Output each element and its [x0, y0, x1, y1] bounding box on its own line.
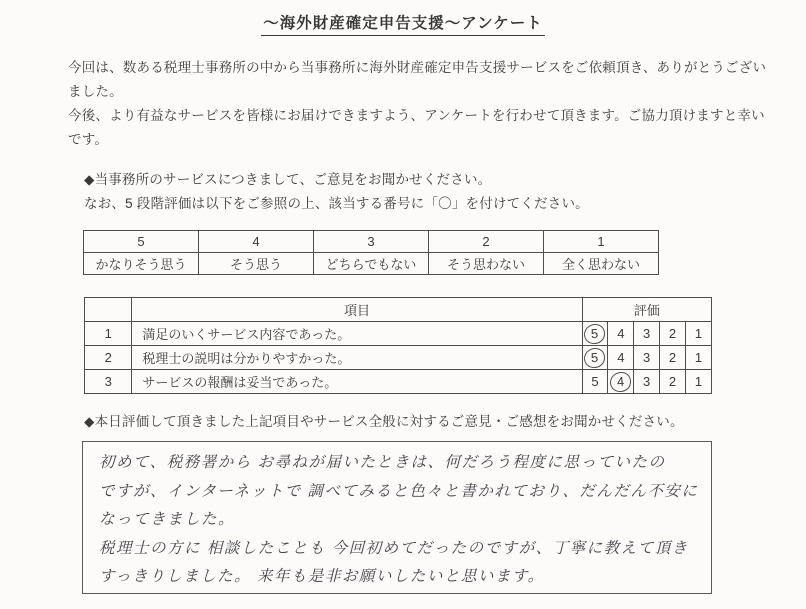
intro-paragraph-1: 今回は、数ある税理士事務所の中から当事務所に海外財産確定申告支援サービスをご依頼頂き、ありがとうございました。	[68, 60, 767, 99]
rating-value: 4	[608, 346, 634, 370]
rating-table	[84, 297, 712, 394]
intro-text	[68, 56, 768, 152]
rating-value: 2	[660, 346, 686, 370]
rating-value: 3	[634, 370, 660, 394]
page-title: ～海外財産確定申告支援～アンケート	[0, 11, 806, 33]
rating-header-item: 項目	[132, 298, 582, 322]
row-number: 2	[85, 346, 132, 370]
handwritten-line: 税理士の方に 相談したことも 今回初めてだったのですが、丁寧に教えて頂き	[99, 539, 689, 557]
rating-header-row	[85, 298, 712, 322]
section1-note: なお、5 段階評価は以下をご参照の上、該当する番号に「〇」を付けてください。	[84, 196, 589, 211]
rating-value: 1	[685, 370, 711, 394]
row-number: 3	[85, 370, 132, 394]
rating-value	[582, 322, 608, 346]
handwritten-line: ですが、インターネットで 調べてみると色々と書かれており、だんだん不安に	[99, 482, 699, 500]
rating-value	[608, 370, 634, 394]
rating-header-blank	[85, 298, 132, 322]
rating-value: 4	[608, 322, 634, 346]
rating-value	[582, 346, 608, 370]
scale-number: 2	[429, 231, 544, 253]
scale-number: 3	[314, 231, 429, 253]
scale-label: そう思う	[199, 253, 314, 275]
scale-number: 5	[84, 231, 199, 253]
rating-value: 3	[634, 346, 660, 370]
scale-label: 全く思わない	[544, 253, 659, 275]
table-row	[85, 370, 712, 394]
rating-value: 2	[660, 322, 686, 346]
row-number: 1	[85, 322, 132, 346]
rating-value: 1	[685, 322, 711, 346]
intro-paragraph-2: 今後、より有益なサービスを皆様にお届けできますよう、アンケートを行わせて頂きます。ご協力頂けますと幸いです。	[68, 108, 765, 147]
scale-reference-table	[83, 230, 659, 275]
section-comments	[84, 410, 684, 434]
rating-value: 1	[685, 346, 711, 370]
rating-value: 3	[634, 322, 660, 346]
scale-label-row	[84, 253, 659, 275]
scale-label: どちらでもない	[314, 253, 429, 275]
scale-number: 1	[544, 231, 659, 253]
row-item-label: 税理士の説明は分かりやすかった。	[132, 346, 582, 370]
handwritten-comment-box	[82, 441, 712, 594]
scale-number: 4	[199, 231, 314, 253]
circle-mark: 4	[610, 371, 633, 392]
row-item-label: サービスの報酬は妥当であった。	[132, 370, 582, 394]
handwritten-line: なってきました。	[99, 511, 236, 528]
table-row	[85, 322, 712, 346]
section2-heading: ◆本日評価して頂きました上記項目やサービス全般に対するご意見・ご感想をお聞かせください。	[84, 414, 684, 429]
handwritten-line: 初めて、税務署から お尋ねが届いたときは、何だろう程度に思っていたの	[99, 454, 666, 471]
section-service-feedback	[84, 168, 589, 216]
rating-header-score: 評価	[582, 298, 711, 322]
scale-label: かなりそう思う	[84, 253, 199, 275]
circle-mark: 5	[584, 347, 607, 368]
row-item-label: 満足のいくサービス内容であった。	[132, 322, 582, 346]
handwritten-line: すっきりしました。 来年も是非お願いしたいと思います。	[99, 568, 545, 585]
scale-label: そう思わない	[429, 253, 544, 275]
table-row	[85, 346, 712, 370]
circle-mark: 5	[584, 323, 607, 344]
scale-number-row	[84, 231, 659, 253]
rating-value: 5	[582, 370, 608, 394]
section1-heading: ◆当事務所のサービスにつきまして、ご意見をお聞かせください。	[84, 172, 492, 187]
rating-value: 2	[660, 370, 686, 394]
